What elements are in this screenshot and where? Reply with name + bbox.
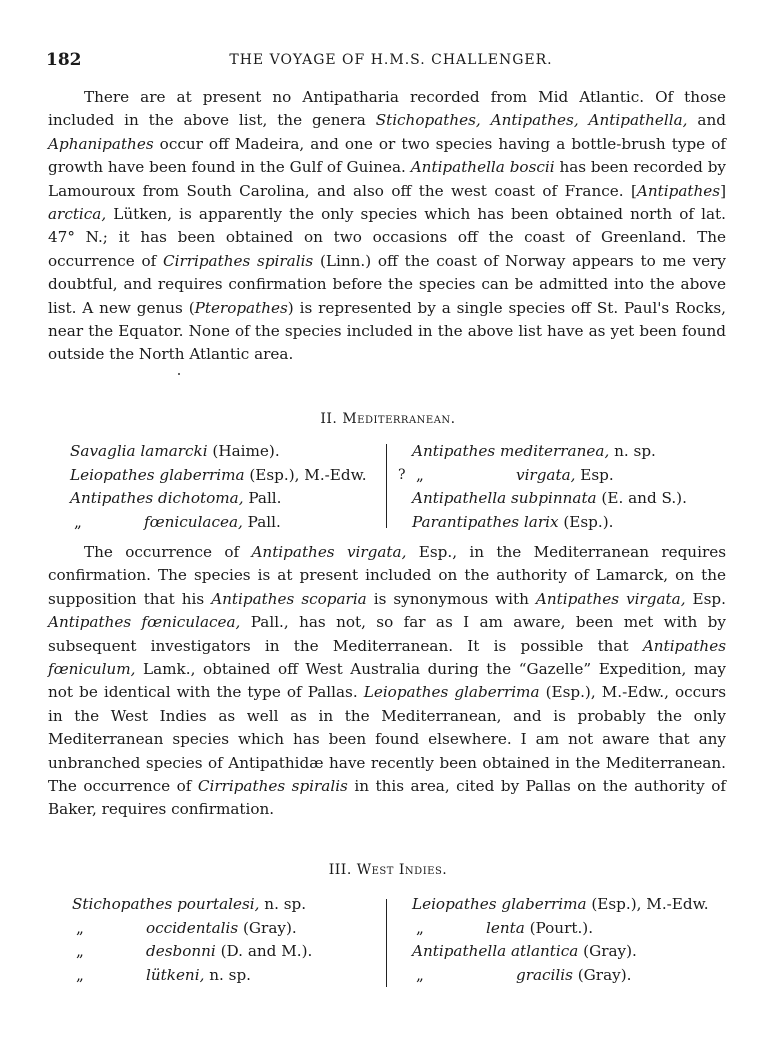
text-run: Lamk., obtained off West Australia during the “Gazelle” Expedition, may not be identical with the type of Pallas. — [48, 660, 726, 702]
species-entry — [412, 464, 687, 488]
species-entry — [70, 464, 367, 488]
paragraph-text — [48, 541, 726, 822]
species-list-west-indies — [72, 893, 722, 989]
text-run: n. sp. — [609, 442, 656, 460]
species-entry — [412, 917, 709, 941]
italic-text: Antipathes virgata, — [535, 589, 686, 608]
species-entry — [412, 893, 709, 917]
species-column-left — [70, 440, 367, 534]
ditto-mark: „ — [76, 965, 84, 984]
italic-text: gracilis — [516, 965, 573, 984]
section-numeral: III. — [328, 862, 352, 878]
text-run: (Gray). — [238, 918, 297, 937]
species-list-mediterranean — [70, 440, 720, 536]
italic-text: Cirripathes spiralis — [197, 777, 348, 796]
ditto-mark: „ — [416, 465, 424, 484]
section-title: West Indies. — [356, 862, 448, 878]
text-run: occur off Madeira, and one or two species having a bottle-brush type of growth have been found in the Gulf of Guinea. — [48, 134, 726, 177]
italic-text: arctica, — [48, 205, 107, 224]
page-header — [46, 50, 736, 70]
italic-text: Antipathes dichotoma, — [70, 489, 244, 507]
text-run: Pall., has not, so far as I am aware, been met with by subsequent investigators in the Mediterranean. It is possible that — [48, 613, 726, 655]
species-column-left — [72, 893, 312, 987]
text-run: (Gray). — [572, 965, 632, 984]
italic-text: Antipathes mediterranea, — [412, 442, 610, 460]
italic-text: Stichopathes pourtalesi, — [72, 895, 260, 913]
text-run: in this area, cited by Pallas on the authority of Baker, requires confirmation. — [48, 777, 726, 819]
species-entry — [72, 917, 312, 941]
paragraph-text — [48, 86, 726, 367]
italic-text: Antipathes fœniculacea, — [48, 613, 241, 632]
text-run: (Linn.) off the coast of Norway appears to me very doubtful, and requires confirmation before the species can be admitted into the above list. A new genus ( — [48, 251, 727, 317]
italic-text: Aphanipathes — [48, 134, 154, 153]
column-divider — [386, 444, 387, 528]
paragraph-atlantic — [48, 86, 726, 367]
running-title: THE VOYAGE OF H.M.S. CHALLENGER. — [229, 52, 553, 68]
text-run: (Gray). — [578, 942, 637, 960]
ditto-mark: „ — [74, 512, 82, 531]
species-entry — [70, 511, 367, 535]
italic-text: Leiopathes glaberrima — [70, 465, 245, 484]
ditto-mark: „ — [76, 918, 84, 937]
species-entry — [72, 940, 312, 964]
page-number: 182 — [46, 50, 82, 70]
italic-text: Antipathella boscii — [410, 158, 555, 177]
text-run: There are at present no Antipatharia recorded from Mid Atlantic. Of those included in the above list, the genera — [48, 88, 726, 130]
italic-text: Parantipathes larix — [412, 512, 559, 531]
species-entry — [70, 440, 367, 464]
text-run: (Esp.). — [558, 512, 614, 531]
text-run: and — [687, 111, 726, 130]
text-run: Lütken, is apparently the only species which has been obtained north of lat. 47° N.; it has been obtained on two occasions off the coast of Greenland. The occurrence of — [48, 205, 726, 270]
text-run: n. sp. — [204, 965, 252, 984]
italic-text: fœniculacea, — [144, 512, 243, 531]
section-heading-west-indies — [0, 862, 776, 878]
italic-text: Antipathella atlantica — [412, 942, 579, 960]
text-run: (Esp.), M.-Edw., occurs in the West Indies as well as in the Mediterranean, and is probably the only Mediterranean species which has been found elsewhere. I am not aware that any unbranched species of Antipathidæ have recently been obtained in the Mediterranean. The occurrence of — [48, 683, 726, 796]
section-numeral: II. — [320, 411, 338, 427]
text-run: (Esp.), M.-Edw. — [586, 895, 709, 913]
text-run: (Pourt.). — [524, 918, 594, 937]
text-run: Esp. — [685, 589, 726, 608]
italic-text: desbonni — [146, 942, 216, 960]
species-entry — [412, 964, 709, 988]
species-entry — [72, 893, 312, 917]
species-entry — [412, 440, 687, 464]
italic-text: Pteropathes — [194, 298, 288, 317]
text-run: ) is represented by a single species off St. Paul's Rocks, near the Equator. None of the species included in the above list have as yet been found outside the North Atlantic area. — [48, 298, 726, 364]
italic-text: Leiopathes glaberrima — [363, 683, 540, 702]
column-divider — [386, 899, 387, 987]
ditto-mark: „ — [416, 918, 424, 937]
ditto-mark: „ — [76, 942, 84, 960]
text-run: Pall. — [242, 512, 281, 531]
italic-text: Antipathes — [636, 181, 721, 200]
species-entry — [72, 964, 312, 988]
species-entry — [412, 511, 687, 535]
text-run: Esp. — [575, 465, 614, 484]
species-column-right — [412, 440, 687, 534]
species-entry — [412, 940, 709, 964]
text-run: n. sp. — [259, 895, 307, 913]
italic-text: virgata, — [516, 465, 576, 484]
text-run: ] — [720, 181, 726, 200]
text-run: Pall. — [243, 489, 282, 507]
text-run: (E. and S.). — [596, 489, 687, 507]
paragraph-mediterranean — [48, 541, 726, 822]
ditto-mark: „ — [416, 965, 424, 984]
text-run: (Esp.), M.-Edw. — [244, 465, 367, 484]
italic-text: lenta — [486, 918, 525, 937]
section-title: Mediterranean. — [342, 411, 456, 427]
text-run: is synonymous with — [366, 589, 536, 608]
italic-text: Antipathes virgata, — [251, 543, 407, 561]
text-run: (D. and M.). — [215, 942, 313, 960]
italic-text: occidentalis — [146, 918, 239, 937]
italic-text: Cirripathes spiralis — [162, 251, 314, 270]
text-run: has been recorded by Lamouroux from South Carolina, and also off the west coast of France. [ — [48, 158, 727, 200]
stray-dot — [178, 373, 180, 375]
text-run: Esp., in the Mediterranean requires confirmation. The species is at present included on the authority of Lamarck, on the supposition that his — [48, 543, 726, 608]
italic-text: Antipathes fœniculum, — [48, 636, 726, 679]
italic-text: Stichopathes, Antipathes, Antipathella, — [375, 111, 688, 130]
italic-text: Antipathes scoparia — [211, 589, 367, 608]
italic-text: Savaglia lamarcki — [70, 442, 208, 460]
section-heading-mediterranean — [0, 411, 776, 427]
italic-text: Leiopathes glaberrima — [412, 895, 587, 913]
query-mark: ? — [398, 467, 406, 483]
italic-text: Antipathella subpinnata — [412, 489, 597, 507]
text-run: (Haime). — [207, 442, 280, 460]
text-run: The occurrence of — [84, 543, 252, 561]
species-entry — [70, 487, 367, 511]
italic-text: lütkeni, — [146, 965, 205, 984]
species-column-right — [412, 893, 709, 987]
species-entry — [412, 487, 687, 511]
